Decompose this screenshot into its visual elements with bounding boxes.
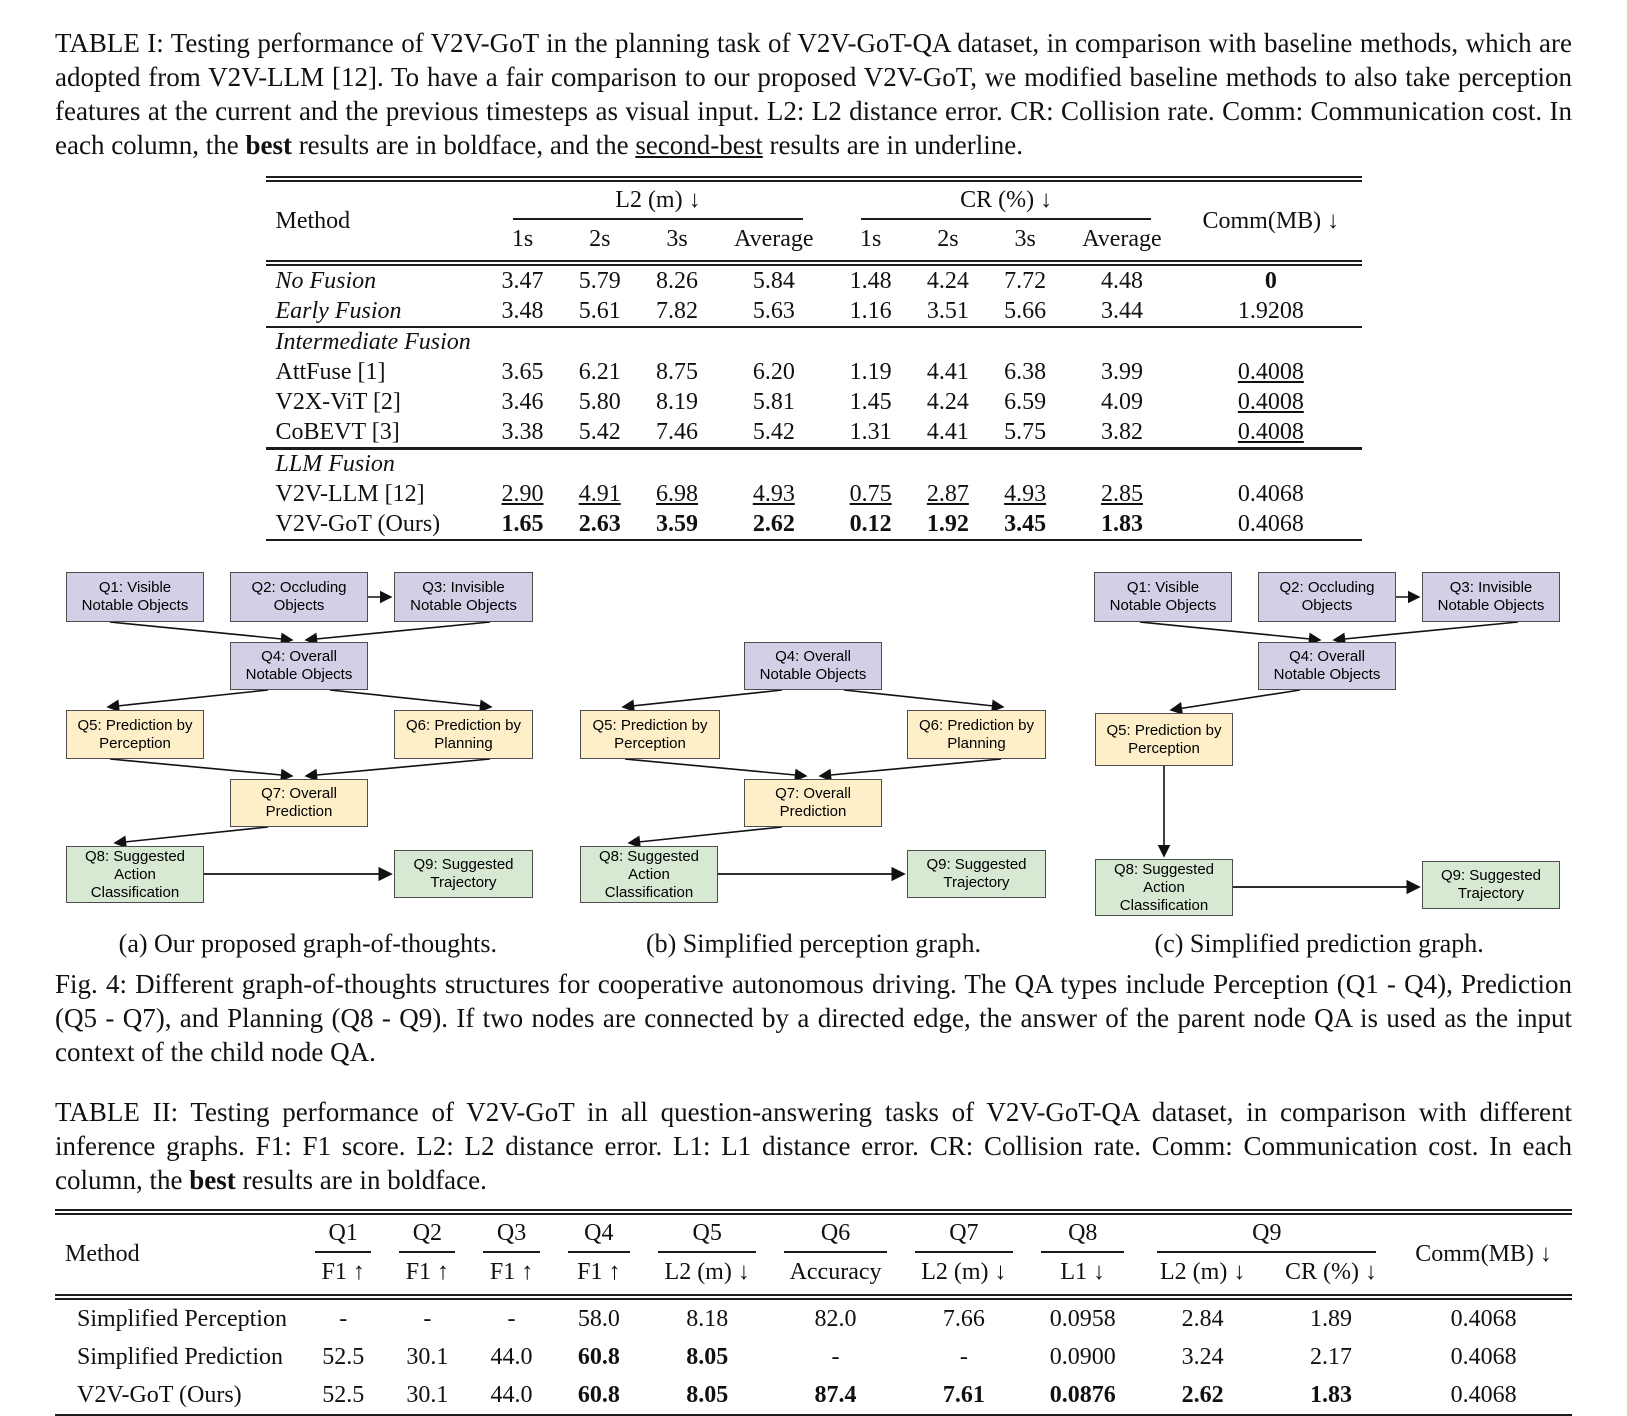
table1-value-cell: 2.85 xyxy=(1100,480,1143,507)
table2-value-cell: 87.4 xyxy=(814,1381,857,1408)
fig4b-edge-q7-q8 xyxy=(629,827,782,843)
table2-caption-bold-word: best xyxy=(189,1165,236,1195)
table2-value-cell: 0.0900 xyxy=(1049,1343,1116,1370)
table1-method-cell: AttFuse [1] xyxy=(275,358,386,385)
table1-value-cell: 1.19 xyxy=(849,358,892,385)
table1-section-row xyxy=(266,449,1362,480)
table1-value-cell: 5.75 xyxy=(1004,418,1047,445)
table2-header-q2: Q2 xyxy=(385,1212,469,1254)
table2-subheader-q8-l1: L1 ↓ xyxy=(1027,1254,1139,1297)
cmidrule-q3 xyxy=(483,1251,539,1253)
table1-subheader-cr-3s: 3s xyxy=(987,221,1064,263)
table2-value-cell: 60.8 xyxy=(577,1381,620,1408)
table1-value-cell: 1.92 xyxy=(926,510,969,537)
fig4a-q9: Q9: Suggested Trajectory xyxy=(394,850,533,898)
table2-value-cell: 2.84 xyxy=(1181,1305,1224,1332)
table2-value-cell: 1.89 xyxy=(1310,1305,1352,1332)
fig4c-edge-q1-q4 xyxy=(1140,622,1320,640)
table2-header-q3: Q3 xyxy=(469,1212,553,1254)
table1-header-cr-label: CR (%) ↓ xyxy=(960,187,1053,213)
table1-caption-bold-word: best xyxy=(245,130,292,160)
table2-value-cell: 8.05 xyxy=(686,1381,729,1408)
fig4b-edge-q5-q7 xyxy=(625,759,806,776)
table1-value-cell: 0.4008 xyxy=(1237,358,1304,385)
table1-value-cell: 8.75 xyxy=(656,358,698,385)
table1-value-cell: 6.59 xyxy=(1004,388,1047,415)
table1-row xyxy=(266,509,1362,540)
table1-header-comm: Comm(MB) ↓ xyxy=(1180,179,1361,263)
table2-header-q8: Q8 xyxy=(1027,1212,1139,1254)
table1-value-cell: 4.93 xyxy=(752,480,795,507)
table2-row xyxy=(55,1297,1572,1338)
cmidrule-cr xyxy=(861,218,1151,220)
table1-row xyxy=(266,357,1362,387)
table2-value-cell: 60.8 xyxy=(577,1343,620,1370)
table1-value-cell: 4.09 xyxy=(1100,388,1143,415)
table2-header-q4: Q4 xyxy=(554,1212,644,1254)
table1-row xyxy=(266,263,1362,296)
table1-value-cell: 5.79 xyxy=(578,267,621,294)
fig4a-edge-q3-q4 xyxy=(306,622,490,640)
table2-value-cell: - xyxy=(959,1343,968,1370)
table2-value-cell: 0.0958 xyxy=(1049,1305,1116,1332)
table1-method-cell: V2V-LLM [12] xyxy=(275,480,425,507)
table2-value-cell: 0.4068 xyxy=(1450,1343,1517,1370)
table1-value-cell: 5.66 xyxy=(1004,297,1047,324)
table1-value-cell: 0.4008 xyxy=(1237,388,1304,415)
table1-value-cell: 1.48 xyxy=(849,267,892,294)
table1-caption-underline-word: second-best xyxy=(635,130,763,160)
fig4c-q4: Q4: Overall Notable Objects xyxy=(1258,642,1396,690)
table2-subheader-q6-accuracy: Accuracy xyxy=(770,1254,900,1297)
table2-caption: TABLE II: Testing performance of V2V-GoT in all question-answering tasks of V2V-GoT-QA dataset, in comparison with different inference graphs. F1: F1 score. L2: L2 distance error. L1: L1 distance error. CR: Collision rate. Comm: Communication cost. In each column, the best results are in boldface. xyxy=(55,1097,1572,1195)
table1-value-cell: 4.41 xyxy=(926,358,969,385)
table1-caption-text: TABLE I: Testing performance of V2V-GoT in the planning task of V2V-GoT-QA dataset, in comparison with baseline methods, which are adopted from V2V-LLM [12]. To have a fair comparison to our proposed V2V-GoT, we modified baseline methods to also take perception features at the current and the previous timesteps as visual input. L2: L2 distance error. CR: Collision rate. Comm: Communication cost. In each column, the xyxy=(55,28,1572,160)
fig4a-q4: Q4: Overall Notable Objects xyxy=(230,642,368,690)
table1-value-cell: 0.4068 xyxy=(1237,480,1304,507)
table1-value-cell: 3.65 xyxy=(501,358,544,385)
table2-value-cell: 0.4068 xyxy=(1450,1305,1517,1332)
table1-value-cell: 6.21 xyxy=(578,358,621,385)
table2-subheader-q3-f1: F1 ↑ xyxy=(469,1254,553,1297)
table1-value-cell: 3.99 xyxy=(1100,358,1143,385)
table1-value-cell: 0.12 xyxy=(849,510,892,537)
fig4a-edge-q7-q8 xyxy=(115,827,268,843)
table2-method-cell: Simplified Prediction xyxy=(77,1343,283,1370)
fig4c-q1: Q1: Visible Notable Objects xyxy=(1094,572,1232,622)
table2-value-cell: 7.66 xyxy=(942,1305,985,1332)
table2-subheader-q9-l2: L2 (m) ↓ xyxy=(1138,1254,1266,1297)
fig4a-q5: Q5: Prediction by Perception xyxy=(66,710,204,759)
table1-row xyxy=(266,387,1362,417)
table1-value-cell: 1.83 xyxy=(1100,510,1143,537)
cmidrule-q8 xyxy=(1041,1251,1125,1253)
table1-value-cell: 4.91 xyxy=(578,480,621,507)
table1-value-cell: 7.46 xyxy=(656,418,698,445)
fig4b-q6: Q6: Prediction by Planning xyxy=(907,710,1046,759)
table2-value-cell: 82.0 xyxy=(814,1305,857,1332)
table1-value-cell: 5.61 xyxy=(578,297,621,324)
fig4-subcaptions xyxy=(55,929,1572,959)
table1-value-cell: 1.65 xyxy=(501,510,544,537)
table1-value-cell: 5.42 xyxy=(752,418,795,445)
table1-value-cell: 3.38 xyxy=(501,418,544,445)
table1-value-cell: 6.98 xyxy=(656,480,698,507)
table2-subheader-q7-l2: L2 (m) ↓ xyxy=(901,1254,1027,1297)
table1-value-cell: 8.19 xyxy=(656,388,698,415)
table2-method-cell: V2V-GoT (Ours) xyxy=(77,1381,242,1408)
table2-header-method: Method xyxy=(55,1212,301,1297)
fig4a-q6: Q6: Prediction by Planning xyxy=(394,710,533,759)
table1-caption: TABLE I: Testing performance of V2V-GoT in the planning task of V2V-GoT-QA dataset, in comparison with baseline methods, which are adopted from V2V-LLM [12]. To have a fair comparison to our proposed V2V-GoT, we modified baseline methods to also take perception features at the current and the previous timesteps as visual input. L2: L2 distance error. CR: Collision rate. Comm: Communication cost. In each column, the best results are in boldface, and the second-best results are in underline. xyxy=(55,28,1572,160)
table1-subheader-cr-2s: 2s xyxy=(909,221,986,263)
table1-value-cell: 3.51 xyxy=(926,297,969,324)
fig4c-edge-q3-q4 xyxy=(1334,622,1518,640)
table2-value-cell: - xyxy=(339,1305,348,1332)
table2-value-cell: 44.0 xyxy=(490,1381,533,1408)
fig4a-edge-q6-q7 xyxy=(306,759,490,776)
table2-value-cell: - xyxy=(831,1343,840,1370)
table1-value-cell: 1.31 xyxy=(849,418,892,445)
table1-value-cell: 7.82 xyxy=(656,297,698,324)
table2-subheader-q9-cr: CR (%) ↓ xyxy=(1267,1254,1395,1297)
fig4-caption: Fig. 4: Different graph-of-thoughts structures for cooperative autonomous driving. The QA types include Perception (Q1 - Q4), Prediction (Q5 - Q7), and Planning (Q8 - Q9). If two nodes are connected by a directed edge, the answer of the parent node QA is used as the input context of the child node QA. xyxy=(55,969,1572,1067)
table1-value-cell: 5.63 xyxy=(752,297,795,324)
table2-subheader-q1-f1: F1 ↑ xyxy=(301,1254,385,1297)
table1-method-cell: V2X-ViT [2] xyxy=(275,388,401,415)
table1-value-cell: 2.62 xyxy=(752,510,795,537)
table2-value-cell: 30.1 xyxy=(406,1381,449,1408)
fig4c-q3: Q3: Invisible Notable Objects xyxy=(1422,572,1560,622)
cmidrule-q1 xyxy=(315,1251,371,1253)
table1-value-cell: 7.72 xyxy=(1004,267,1047,294)
table2-header-q6: Q6 xyxy=(770,1212,900,1254)
table1-value-cell: 3.44 xyxy=(1100,297,1143,324)
table1-row xyxy=(266,479,1362,509)
fig4a-q8: Q8: Suggested Action Classification xyxy=(66,846,204,903)
figure4-diagrams xyxy=(55,561,1572,921)
table1-row xyxy=(266,296,1362,327)
fig4a-q2: Q2: Occluding Objects xyxy=(230,572,368,622)
table2-value-cell: 8.18 xyxy=(686,1305,729,1332)
fig4c-q5: Q5: Prediction by Perception xyxy=(1095,713,1233,766)
table1-value-cell: 0.4008 xyxy=(1237,418,1304,445)
fig4b-q9: Q9: Suggested Trajectory xyxy=(907,850,1046,898)
fig4a-edge-q4-q6 xyxy=(330,690,491,707)
table2-header-q7: Q7 xyxy=(901,1212,1027,1254)
table1-header-cr-group xyxy=(832,179,1180,221)
fig4b-edge-q4-q6 xyxy=(844,690,1003,707)
table1-section-label: LLM Fusion xyxy=(266,449,1362,480)
table1-subheader-l2-3s: 3s xyxy=(638,221,715,263)
table2-value-cell: 52.5 xyxy=(322,1381,365,1408)
table2-header-q9: Q9 xyxy=(1138,1212,1395,1254)
table2-value-cell: - xyxy=(423,1305,432,1332)
table2-value-cell: 52.5 xyxy=(322,1343,365,1370)
fig4c-q2: Q2: Occluding Objects xyxy=(1258,572,1396,622)
table2-header-q1: Q1 xyxy=(301,1212,385,1254)
table1-value-cell: 5.80 xyxy=(578,388,621,415)
table2-row xyxy=(55,1338,1572,1376)
table1-value-cell: 3.47 xyxy=(501,267,544,294)
fig4a-edge-q5-q7 xyxy=(110,759,292,776)
table2-header-q5: Q5 xyxy=(644,1212,770,1254)
fig4-subcaption-a: (a) Our proposed graph-of-thoughts. xyxy=(118,929,498,958)
table2-subheader-q5-l2: L2 (m) ↓ xyxy=(644,1254,770,1297)
table1-subheader-l2-avg: Average xyxy=(716,221,832,263)
table1-value-cell: 3.46 xyxy=(501,388,544,415)
table2-value-cell: 58.0 xyxy=(577,1305,620,1332)
cmidrule-q5 xyxy=(658,1251,756,1253)
fig4b-q5: Q5: Prediction by Perception xyxy=(580,710,720,759)
fig4-subcaption-c: (c) Simplified prediction graph. xyxy=(1154,929,1484,958)
table1-value-cell: 3.48 xyxy=(501,297,544,324)
table2-value-cell: 8.05 xyxy=(686,1343,729,1370)
table1-section-label: Intermediate Fusion xyxy=(266,327,1362,357)
table1-value-cell: 3.59 xyxy=(656,510,698,537)
cmidrule-q4 xyxy=(568,1251,630,1253)
table1-section-row xyxy=(266,327,1362,357)
table1-value-cell: 6.20 xyxy=(752,358,795,385)
fig4a-q1: Q1: Visible Notable Objects xyxy=(66,572,204,622)
fig4b-edge-q4-q5 xyxy=(623,690,782,707)
table1-value-cell: 3.45 xyxy=(1004,510,1047,537)
fig4c-q8: Q8: Suggested Action Classification xyxy=(1095,859,1233,916)
table1-header-method: Method xyxy=(266,179,484,263)
table1-value-cell: 5.42 xyxy=(578,418,621,445)
table1-subheader-cr-1s: 1s xyxy=(832,221,909,263)
table2-caption-text: TABLE II: Testing performance of V2V-GoT in all question-answering tasks of V2V-GoT-QA dataset, in comparison with different inference graphs. F1: F1 score. L2: L2 distance error. L1: L1 distance error. CR: Collision rate. Comm: Communication cost. In each column, the xyxy=(55,1097,1572,1195)
table1-subheader-l2-2s: 2s xyxy=(561,221,638,263)
table1-method-cell: Early Fusion xyxy=(275,297,402,324)
table1-header-l2-label: L2 (m) ↓ xyxy=(615,187,701,213)
table2-value-cell: 30.1 xyxy=(406,1343,449,1370)
table2-value-cell: 0.0876 xyxy=(1049,1381,1116,1408)
table1-value-cell: 1.45 xyxy=(849,388,892,415)
table2-method-cell: Simplified Perception xyxy=(77,1305,287,1332)
table1-value-cell: 0 xyxy=(1264,267,1277,294)
table1-value-cell: 1.16 xyxy=(849,297,892,324)
table1-value-cell: 5.81 xyxy=(752,388,795,415)
table1-method-cell: CoBEVT [3] xyxy=(275,418,400,445)
cmidrule-q9 xyxy=(1157,1251,1376,1253)
table1-value-cell: 4.41 xyxy=(926,418,969,445)
fig4-subcaption-b: (b) Simplified perception graph. xyxy=(645,929,982,958)
table2 xyxy=(55,1209,1572,1416)
table1-header-l2-group xyxy=(484,179,832,221)
table2-value-cell: 3.24 xyxy=(1181,1343,1224,1370)
table1-method-cell: No Fusion xyxy=(275,267,377,294)
table1-value-cell: 4.24 xyxy=(926,267,969,294)
table1-value-cell: 3.82 xyxy=(1100,418,1143,445)
table1-value-cell: 4.93 xyxy=(1004,480,1047,507)
fig4c-edge-q4-q5 xyxy=(1171,690,1300,710)
table2-subheader-q2-f1: F1 ↑ xyxy=(385,1254,469,1297)
table1-value-cell: 1.9208 xyxy=(1237,297,1304,324)
table1-value-cell: 6.38 xyxy=(1004,358,1047,385)
fig4a-edge-q1-q4 xyxy=(110,622,292,640)
table2-value-cell: 1.83 xyxy=(1310,1381,1352,1408)
table1-value-cell: 5.84 xyxy=(752,267,795,294)
table1-row xyxy=(266,417,1362,449)
table1-value-cell: 8.26 xyxy=(656,267,698,294)
table2-value-cell: 7.61 xyxy=(942,1381,985,1408)
table2-header-comm: Comm(MB) ↓ xyxy=(1395,1212,1572,1297)
table2-value-cell: 44.0 xyxy=(490,1343,533,1370)
table1-value-cell: 0.4068 xyxy=(1237,510,1304,537)
table1-value-cell: 0.75 xyxy=(849,480,892,507)
cmidrule-q7 xyxy=(915,1251,1013,1253)
table1-value-cell: 4.48 xyxy=(1100,267,1143,294)
table1-method-cell: V2V-GoT (Ours) xyxy=(275,510,441,537)
table2-value-cell: 2.62 xyxy=(1181,1381,1224,1408)
table1-value-cell: 2.63 xyxy=(578,510,621,537)
cmidrule-q2 xyxy=(399,1251,455,1253)
table1 xyxy=(266,176,1362,541)
table2-subheader-q4-f1: F1 ↑ xyxy=(554,1254,644,1297)
fig4a-q3: Q3: Invisible Notable Objects xyxy=(394,572,533,622)
fig4b-edge-q6-q7 xyxy=(820,759,1001,776)
table1-subheader-l2-1s: 1s xyxy=(484,221,561,263)
fig4b-q7: Q7: Overall Prediction xyxy=(744,779,882,827)
table2-value-cell: 0.4068 xyxy=(1450,1381,1517,1408)
table2-value-cell: 2.17 xyxy=(1310,1343,1352,1370)
fig4b-q8: Q8: Suggested Action Classification xyxy=(580,846,718,903)
table1-value-cell: 4.24 xyxy=(926,388,969,415)
table1-subheader-cr-avg: Average xyxy=(1064,221,1180,263)
fig4c-q9: Q9: Suggested Trajectory xyxy=(1422,861,1560,909)
table1-value-cell: 2.87 xyxy=(926,480,969,507)
fig4b-q4: Q4: Overall Notable Objects xyxy=(744,642,882,690)
fig4a-edge-q4-q5 xyxy=(108,690,268,707)
fig4a-q7: Q7: Overall Prediction xyxy=(230,779,368,827)
cmidrule-l2 xyxy=(513,218,803,220)
table2-value-cell: - xyxy=(507,1305,516,1332)
cmidrule-q6 xyxy=(784,1251,886,1253)
table1-value-cell: 2.90 xyxy=(501,480,544,507)
